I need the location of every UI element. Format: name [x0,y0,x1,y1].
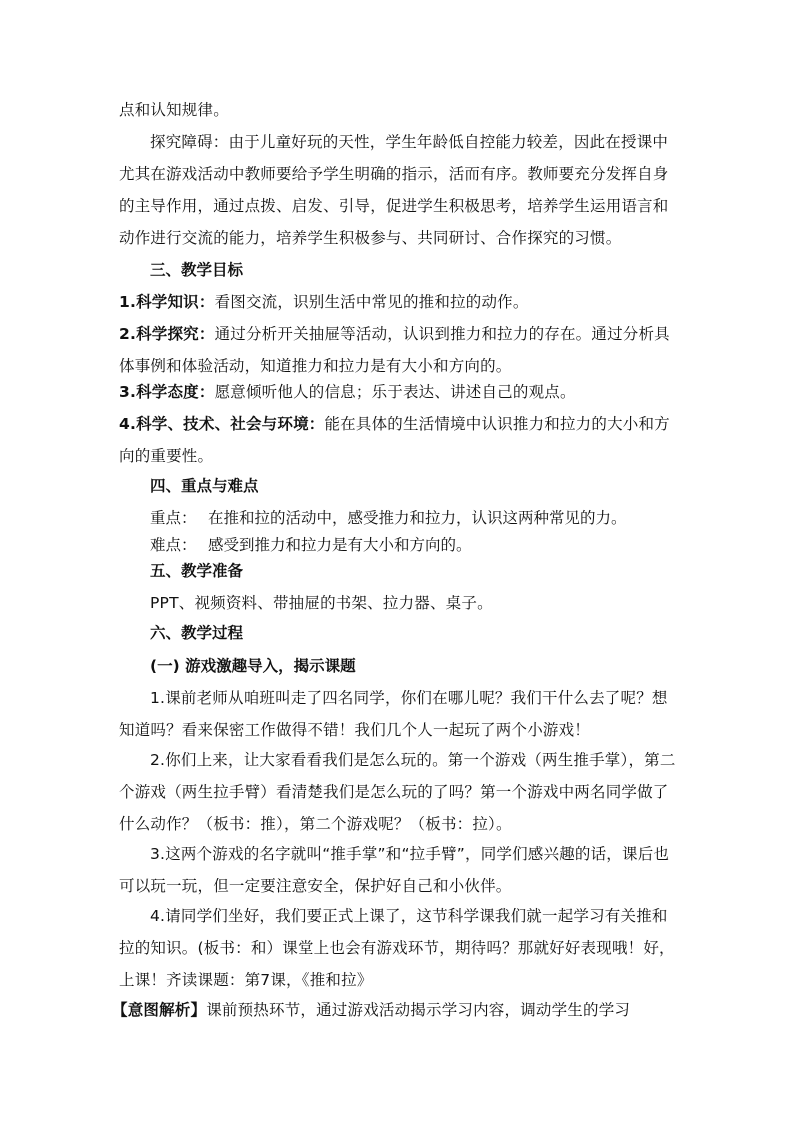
goal-label: 1.科学知识： [119,293,215,311]
key-point [150,504,627,532]
goal-knowledge [119,286,679,318]
heading-key-difficult: 四、重点与难点 [150,477,259,495]
step-2: 2.你们上来，让大家看看我们是怎么玩的。第一个游戏（两生推手掌），第二个游戏（两生拉手臂）看清楚我们是怎么玩的了吗？第一个游戏中两名同学做了什么动作？（板书：推），第二个游戏呢？（板书：拉）。 [119,751,676,833]
subheading-game-intro: (一) 游戏激趣导入，揭示课题 [150,657,356,675]
intent-analysis [112,994,682,1026]
goal-label: 3.科学态度： [119,383,215,401]
heading-teaching-goals: 三、教学目标 [150,261,244,279]
key-text: 在推和拉的活动中，感受推力和拉力，认识这两种常见的力。 [208,509,627,527]
goal-text: 通过分析开关抽屉等活动，认识到推力和拉力的存在。通过分析具体事例和体验活动，知道推力和拉力是有大小和方向的。 [119,325,670,375]
goal-inquiry [119,318,679,382]
goal-attitude [119,376,679,408]
goal-text: 看图交流，识别生活中常见的推和拉的动作。 [214,293,529,311]
goal-text: 能在具体的生活情境中认识推力和拉力的大小和方向的重要性。 [119,415,670,465]
step-3: 3.这两个游戏的名字就叫“推手掌”和“拉手臂”，同学们感兴趣的话，课后也可以玩一玩，但一定要注意安全，保护好自己和小伙伴。 [119,845,670,895]
heading-preparation: 五、教学准备 [150,562,244,580]
step-4: 4.请同学们坐好，我们要正式上课了，这节科学课我们就一起学习有关推和拉的知识。(板书：和）课堂上也会有游戏环节，期待吗？那就好好表现哦！好，上课！齐读课题：第7课，《推和拉》 [119,907,675,989]
paragraph-obstacles: 探究障碍：由于儿童好玩的天性，学生年龄低自控能力较差，因此在授课中尤其在游戏活动中教师要给予学生明确的指示，活而有序。教师要充分发挥自身的主导作用，通过点拨、启发、引导，促进学生积极思考，培养学生运用语言和动作进行交流的能力，培养学生积极参与、共同研讨、合作探究的习惯。 [119,133,669,247]
difficult-label: 难点： [150,536,197,554]
goal-text: 愿意倾听他人的信息；乐于表达、讲述自己的观点。 [214,383,576,401]
step-1: 1.课前老师从咱班叫走了四名同学，你们在哪儿呢？我们干什么去了呢？想知道吗？看来保密工作做得不错！我们几个人一起玩了两个小游戏！ [119,689,668,739]
goal-label: 4.科学、技术、社会与环境： [119,415,325,433]
paragraph-fragment: 点和认知规律。 [119,101,229,119]
intent-label: 【意图解析】 [112,1000,207,1019]
heading-teaching-process: 六、教学过程 [150,624,244,642]
difficult-text: 感受到推力和拉力是有大小和方向的。 [208,536,472,554]
preparation-text: PPT、视频资料、带抽屉的书架、拉力器、桌子。 [150,594,493,612]
goal-stse [119,408,679,472]
intent-text: 课前预热环节，通过游戏活动揭示学习内容，调动学生的学习 [206,1001,631,1019]
key-label: 重点： [150,509,197,527]
goal-label: 2.科学探究： [119,325,215,343]
